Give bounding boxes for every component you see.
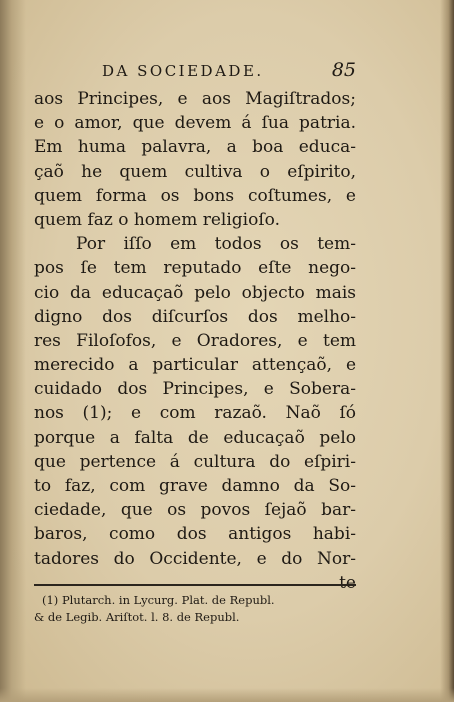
text-line: quem forma os bons coſtumes, e bbox=[34, 185, 356, 206]
text-line: merecido a particular attençaõ, e bbox=[34, 355, 356, 376]
text-line: que pertence á cultura do eſpiri- bbox=[34, 451, 356, 472]
footnote-rule bbox=[34, 584, 356, 586]
text-line: pos ſe tem reputado eſte nego- bbox=[34, 258, 356, 279]
text-line: porque a falta de educaçaõ pelo bbox=[34, 427, 356, 448]
text-line: cuidado dos Principes, e Sobera- bbox=[34, 379, 356, 400]
text-line: Por iſſo em todos os tem- bbox=[76, 234, 356, 255]
text-line: quem faz o homem religioſo. bbox=[34, 209, 280, 230]
text-line: ciedade, que os povos ſejaõ bar- bbox=[34, 500, 356, 521]
text-line: aos Principes, e aos Magiſtrados; bbox=[34, 89, 356, 109]
text-line: e o amor, que devem á ſua patria. bbox=[34, 113, 356, 134]
text-line: digno dos diſcurſos dos melho- bbox=[34, 306, 356, 327]
text-line: Em huma palavra, a boa educa- bbox=[34, 137, 356, 158]
page-edge-shadow bbox=[440, 0, 454, 702]
running-title: DA SOCIEDADE. bbox=[102, 62, 264, 80]
text-line: to faz, com grave damno da So- bbox=[34, 476, 356, 496]
page-header bbox=[34, 60, 356, 86]
footnote-line: & de Legib. Ariſtot. l. 8. de Republ. bbox=[34, 610, 240, 624]
text-line: res Filoſofos, e Oradores, e tem bbox=[34, 330, 356, 351]
page-number: 85 bbox=[331, 59, 356, 81]
text-line: nos (1); e com razaõ. Naõ ſó bbox=[34, 403, 356, 424]
footnote-line: (1) Plutarch. in Lycurg. Plat. de Republ. bbox=[42, 593, 275, 607]
footnotes bbox=[34, 592, 356, 626]
page-gutter-shadow bbox=[0, 0, 26, 702]
text-line: baros, como dos antigos habi- bbox=[34, 524, 356, 545]
catchword: te bbox=[339, 572, 356, 593]
body-text bbox=[34, 87, 356, 595]
text-line: cio da educaçaõ pelo objecto mais bbox=[34, 282, 356, 303]
text-line: çaõ he quem cultiva o eſpirito, bbox=[34, 161, 356, 182]
text-line: tadores do Occidente, e do Nor- bbox=[34, 548, 356, 569]
page-bottom-shadow bbox=[0, 688, 454, 702]
